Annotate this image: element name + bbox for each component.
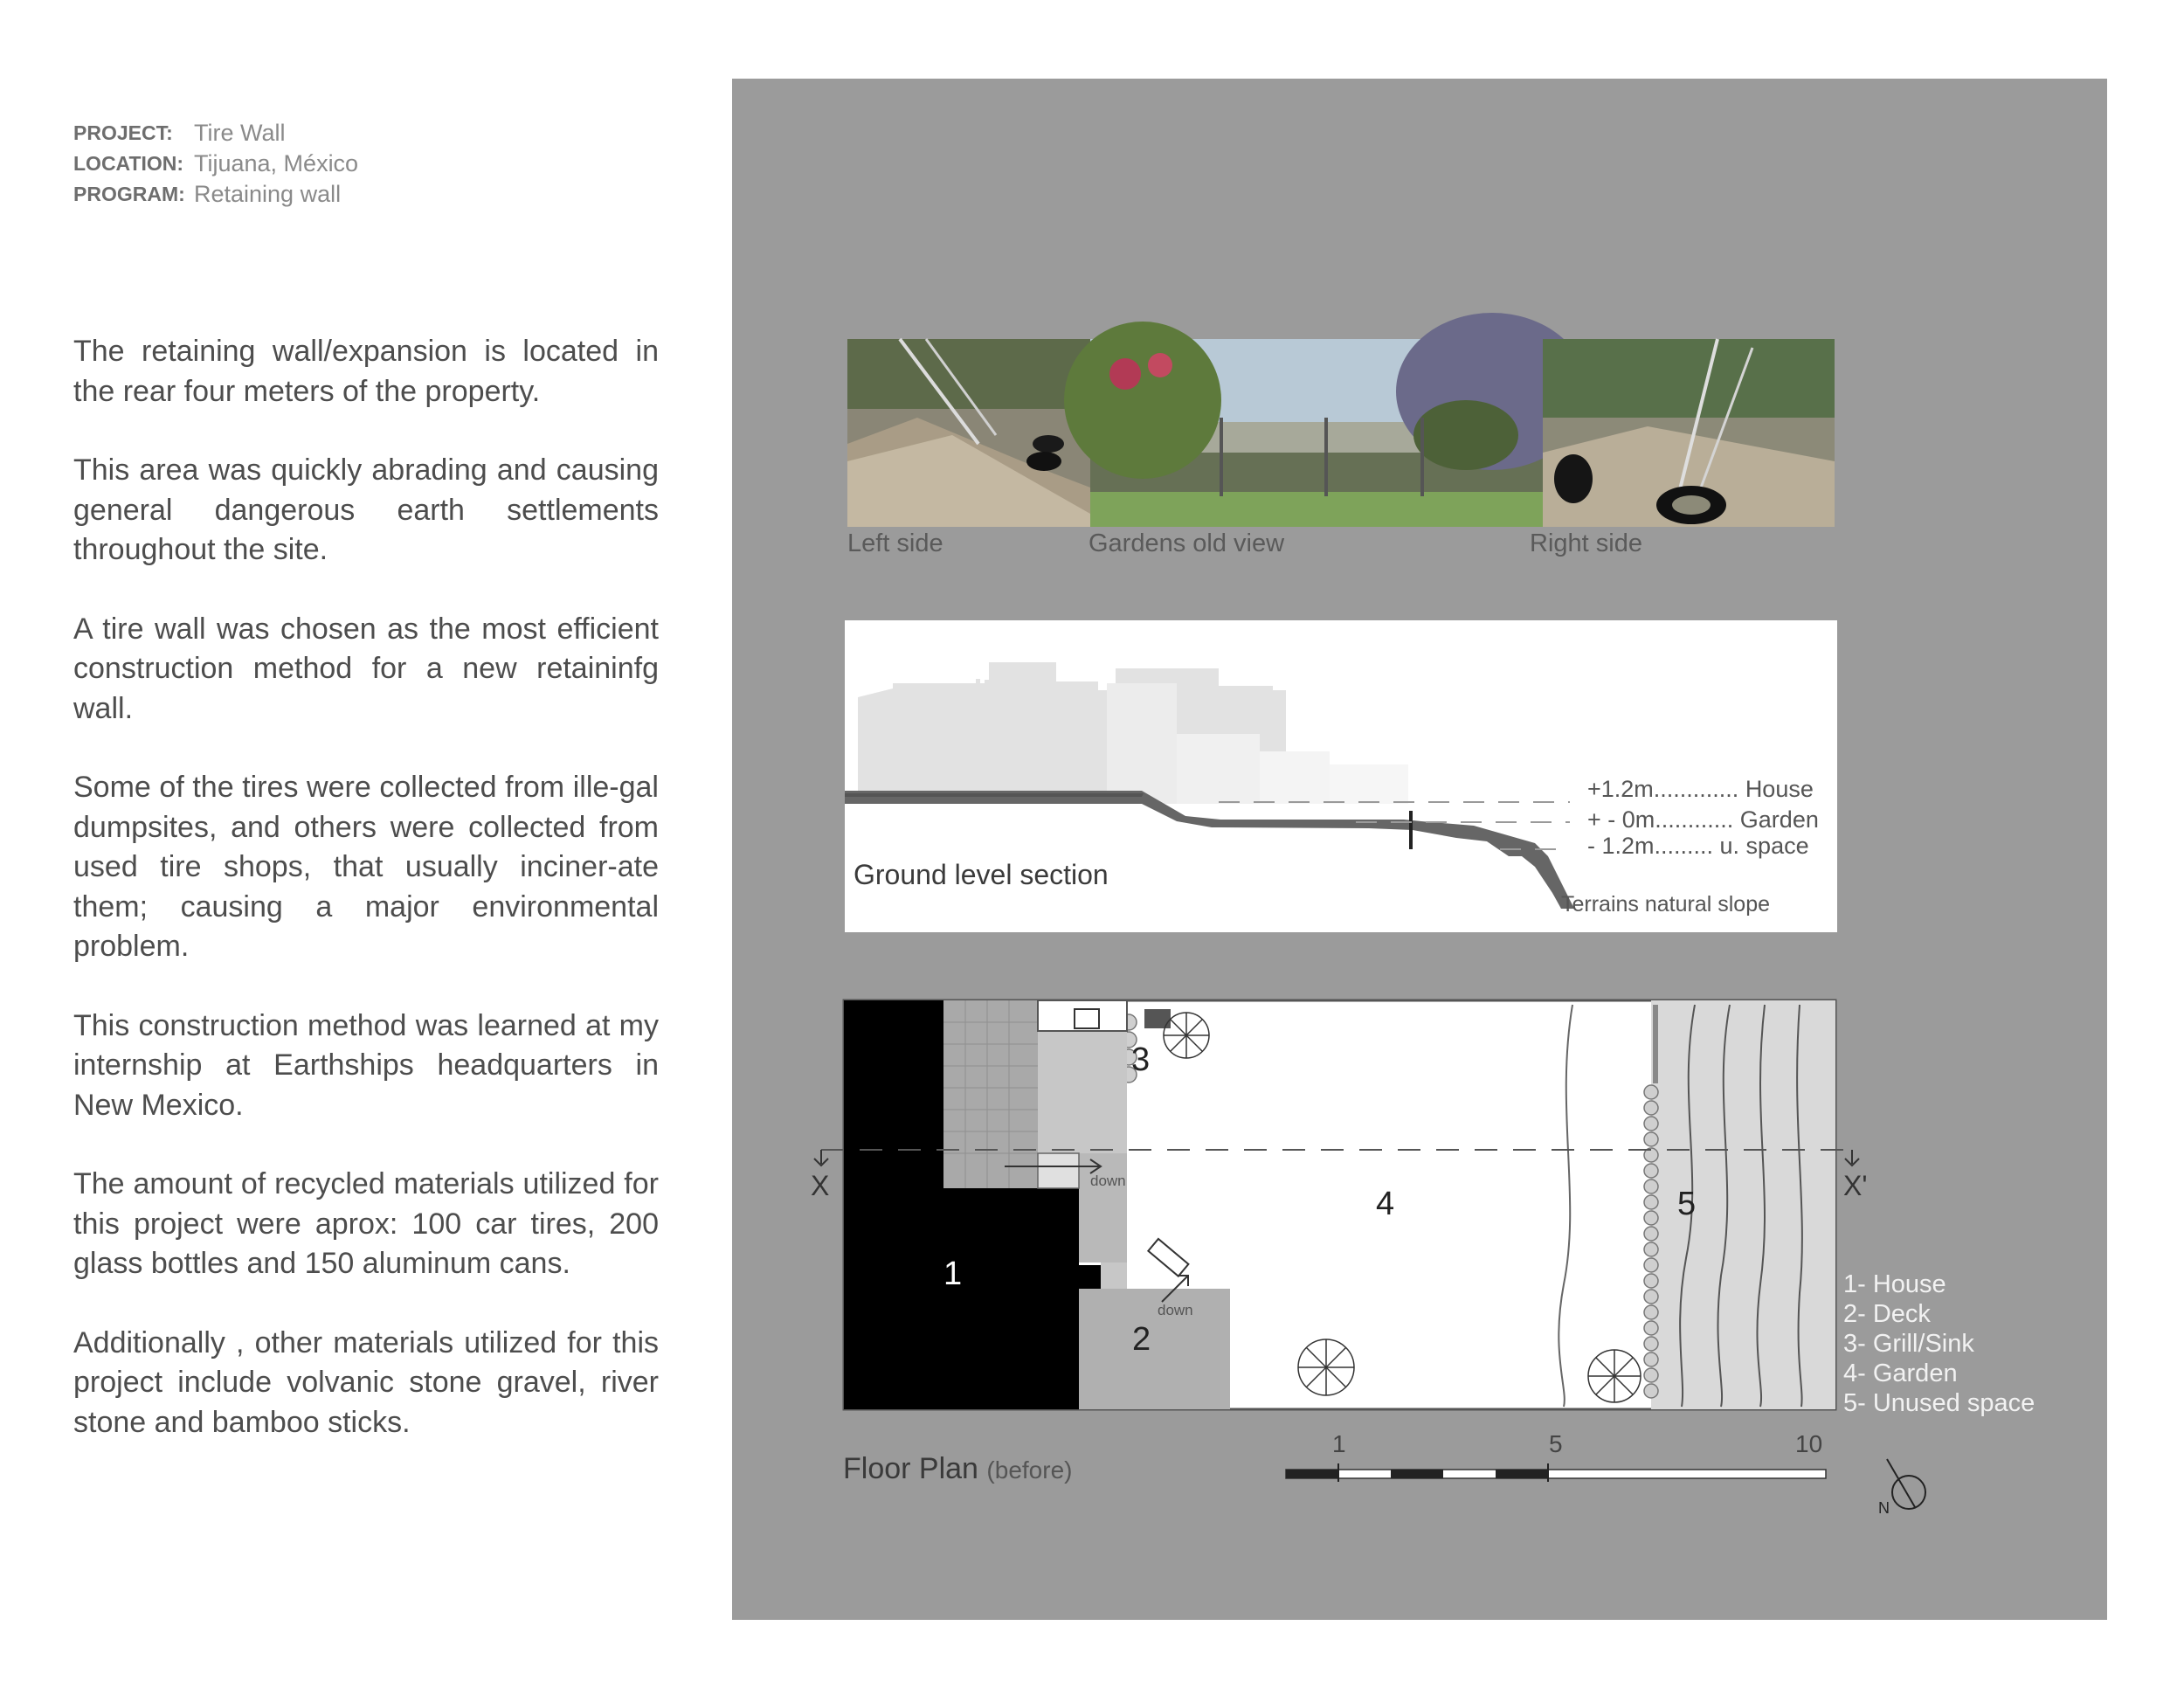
legend-item: 5- Unused space (1843, 1389, 2035, 1417)
scale-label-5: 5 (1549, 1430, 1563, 1457)
down-label: down (1090, 1173, 1126, 1189)
ground-level-section (845, 620, 1837, 932)
legend-item: 1- House (1843, 1270, 1946, 1298)
caption-right-side: Right side (1530, 529, 1642, 557)
plan-title-main: Floor Plan (843, 1452, 978, 1485)
program-value: Retaining wall (194, 181, 342, 207)
location-label: LOCATION: (73, 152, 184, 175)
legend-item: 3- Grill/Sink (1843, 1330, 1974, 1358)
paragraph: This area was quickly abrading and causing general dangerous earth settlements throughout the site. (73, 453, 659, 566)
cut-label-right: X' (1843, 1170, 1868, 1201)
paragraph: The retaining wall/expansion is located in the rear four meters of the property. (73, 335, 659, 408)
paragraph: This construction method was learned at my internship at Earthships headquarters in New Mexico. (73, 1008, 659, 1122)
photo-gardens-old-view (1090, 339, 1543, 527)
zone-label-5: 5 (1677, 1186, 1697, 1222)
scale-label-10: 10 (1795, 1430, 1823, 1457)
slope-label: Terrains natural slope (1561, 892, 1771, 917)
down-label: down (1158, 1302, 1193, 1318)
ground-profile (845, 791, 1574, 909)
site-photos (847, 339, 1835, 527)
program-label: PROGRAM: (73, 183, 185, 205)
zone-label-1: 1 (943, 1256, 963, 1292)
zone-label-3: 3 (1131, 1041, 1151, 1078)
plan-title (843, 1452, 1072, 1486)
section-title: Ground level section (854, 859, 1109, 890)
scale-label-1: 1 (1332, 1430, 1346, 1457)
legend-item: 2- Deck (1843, 1300, 1931, 1328)
level-house-label: +1.2m............. House (1587, 776, 1814, 802)
north-label: N (1878, 1499, 1890, 1517)
cut-label-left: X (811, 1170, 830, 1201)
location-value: Tijuana, México (194, 150, 359, 176)
photo-right-side (1543, 339, 1835, 527)
paragraph: Additionally , other materials utilized for this project include volvanic stone gravel, river stone and bamboo sticks. (73, 1325, 659, 1439)
paragraph: A tire wall was chosen as the most efficient construction method for a new retaininfg wall. (73, 612, 659, 725)
photo-left-side (847, 339, 1090, 527)
level-uspace-label: - 1.2m......... u. space (1587, 833, 1809, 859)
zone-label-2: 2 (1132, 1321, 1151, 1358)
plan-title-sub: (before) (986, 1456, 1073, 1484)
plan-legend (1843, 1269, 2035, 1418)
description-text (73, 332, 659, 1482)
caption-gardens-old-view: Gardens old view (1089, 529, 1285, 557)
project-label: PROJECT: (73, 121, 173, 144)
legend-item: 4- Garden (1843, 1359, 1958, 1387)
project-value: Tire Wall (194, 120, 286, 146)
level-garden-label: + - 0m............ Garden (1587, 806, 1819, 833)
paragraph: Some of the tires were collected from ille-gal dumpsites, and others were collected from used tire shops, that usually inciner-ate them; causing a major environmental problem. (73, 771, 659, 963)
zone-label-4: 4 (1376, 1186, 1395, 1222)
caption-left-side: Left side (847, 529, 943, 557)
paragraph: The amount of recycled materials utilized for this project were aprox: 100 car tires, 200 glass bottles and 150 aluminum cans. (73, 1167, 659, 1280)
project-info (73, 118, 358, 210)
